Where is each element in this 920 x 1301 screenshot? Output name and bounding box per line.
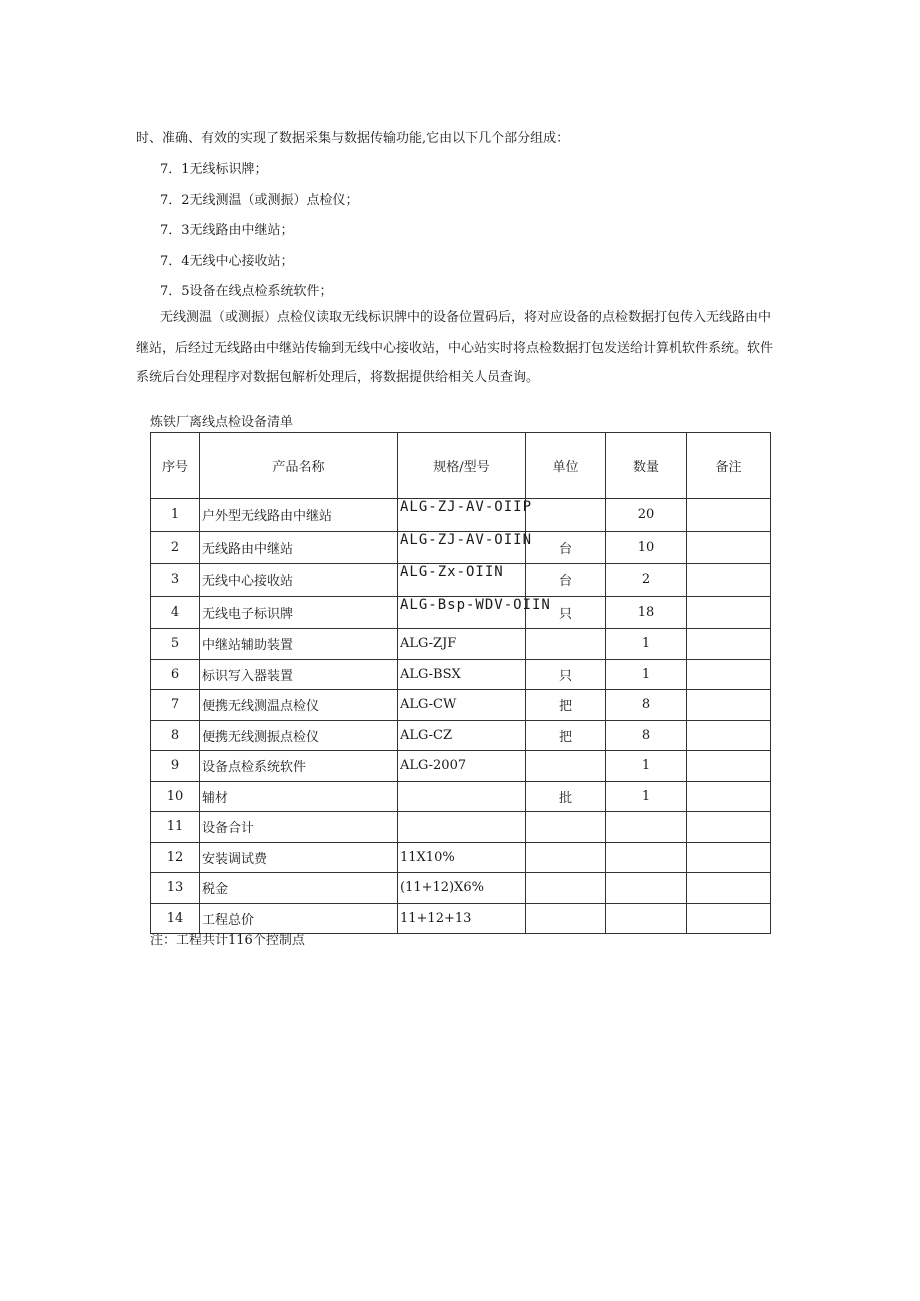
cell-spec: 11+12+13 xyxy=(398,903,526,934)
cell-no: 4 xyxy=(151,596,200,629)
cell-qty: 8 xyxy=(606,720,687,751)
cell-no: 10 xyxy=(151,781,200,812)
description-line: 系统后台处理程序对数据包解析处理后，将数据提供给相关人员查询。 xyxy=(136,370,540,385)
cell-qty: 1 xyxy=(606,629,687,660)
table-row xyxy=(151,812,771,843)
cell-unit xyxy=(526,499,606,532)
cell-unit: 只 xyxy=(526,659,606,690)
cell-note xyxy=(687,781,771,812)
cell-unit xyxy=(526,751,606,782)
cell-unit: 批 xyxy=(526,781,606,812)
cell-no: 11 xyxy=(151,812,200,843)
cell-qty: 18 xyxy=(606,596,687,629)
table-row xyxy=(151,720,771,751)
table-row xyxy=(151,596,771,629)
cell-note xyxy=(687,564,771,597)
cell-spec: ALG-Zx-OIIN xyxy=(398,564,526,597)
cell-name: 无线路由中继站 xyxy=(200,531,398,564)
cell-note xyxy=(687,499,771,532)
cell-name: 安装调试费 xyxy=(200,842,398,873)
table-row xyxy=(151,659,771,690)
header-unit: 单位 xyxy=(526,433,606,499)
cell-qty xyxy=(606,842,687,873)
table-row xyxy=(151,873,771,904)
table-row xyxy=(151,690,771,721)
list-item: 7．2无线测温（或测振）点检仪； xyxy=(160,193,359,208)
cell-name: 户外型无线路由中继站 xyxy=(200,499,398,532)
cell-name: 辅材 xyxy=(200,781,398,812)
table-row xyxy=(151,531,771,564)
cell-name: 标识写入器装置 xyxy=(200,659,398,690)
cell-name: 无线电子标识牌 xyxy=(200,596,398,629)
table-caption: 炼铁厂离线点检设备清单 xyxy=(150,415,294,430)
cell-qty xyxy=(606,812,687,843)
cell-name: 无线中心接收站 xyxy=(200,564,398,597)
cell-no: 5 xyxy=(151,629,200,660)
list-item: 7．3无线路由中继站； xyxy=(160,223,294,238)
list-item: 7．1无线标识牌； xyxy=(160,162,268,177)
header-note: 备注 xyxy=(687,433,771,499)
table-row xyxy=(151,842,771,873)
cell-spec: ALG-BSX xyxy=(398,659,526,690)
table-row xyxy=(151,751,771,782)
cell-unit: 台 xyxy=(526,564,606,597)
cell-no: 9 xyxy=(151,751,200,782)
intro-paragraph: 时、准确、有效的实现了数据采集与数据传输功能,它由以下几个部分组成： xyxy=(136,131,570,146)
cell-no: 1 xyxy=(151,499,200,532)
cell-spec: 11X10% xyxy=(398,842,526,873)
header-name: 产品名称 xyxy=(200,433,398,499)
cell-note xyxy=(687,531,771,564)
cell-note xyxy=(687,842,771,873)
cell-qty: 1 xyxy=(606,781,687,812)
cell-unit: 把 xyxy=(526,720,606,751)
cell-spec: ALG-ZJ-AV-OIIN xyxy=(398,531,526,564)
cell-name: 中继站辅助装置 xyxy=(200,629,398,660)
table-footnote: 注：工程共计116个控制点 xyxy=(150,933,305,948)
cell-no: 8 xyxy=(151,720,200,751)
cell-spec: ALG-2007 xyxy=(398,751,526,782)
cell-unit xyxy=(526,873,606,904)
cell-note xyxy=(687,720,771,751)
cell-unit xyxy=(526,903,606,934)
cell-spec xyxy=(398,781,526,812)
cell-qty xyxy=(606,903,687,934)
table-row xyxy=(151,629,771,660)
cell-qty: 1 xyxy=(606,659,687,690)
cell-note xyxy=(687,596,771,629)
cell-name: 设备合计 xyxy=(200,812,398,843)
header-spec: 规格/型号 xyxy=(398,433,526,499)
cell-note xyxy=(687,903,771,934)
cell-no: 6 xyxy=(151,659,200,690)
header-qty: 数量 xyxy=(606,433,687,499)
cell-unit: 只 xyxy=(526,596,606,629)
cell-note xyxy=(687,659,771,690)
header-no: 序号 xyxy=(151,433,200,499)
cell-name: 便携无线测温点检仪 xyxy=(200,690,398,721)
cell-no: 2 xyxy=(151,531,200,564)
table-header-row xyxy=(151,433,771,499)
cell-no: 13 xyxy=(151,873,200,904)
description-line: 无线测温（或测振）点检仪读取无线标识牌中的设备位置码后，将对应设备的点检数据打包传入无线路由中 xyxy=(160,310,772,325)
cell-note xyxy=(687,690,771,721)
list-item: 7．5设备在线点检系统软件； xyxy=(160,284,333,299)
cell-spec: ALG-ZJF xyxy=(398,629,526,660)
table-row xyxy=(151,564,771,597)
cell-name: 工程总价 xyxy=(200,903,398,934)
cell-qty xyxy=(606,873,687,904)
cell-spec: ALG-CW xyxy=(398,690,526,721)
description-line: 继站，后经过无线路由中继站传输到无线中心接收站，中心站实时将点检数据打包发送给计算机软件系统。软件 xyxy=(136,341,774,356)
cell-name: 税金 xyxy=(200,873,398,904)
cell-unit xyxy=(526,812,606,843)
cell-qty: 10 xyxy=(606,531,687,564)
cell-no: 3 xyxy=(151,564,200,597)
cell-spec: ALG-ZJ-AV-OIIP xyxy=(398,499,526,532)
cell-spec xyxy=(398,812,526,843)
cell-unit xyxy=(526,842,606,873)
cell-note xyxy=(687,873,771,904)
cell-unit: 把 xyxy=(526,690,606,721)
cell-note xyxy=(687,629,771,660)
cell-qty: 20 xyxy=(606,499,687,532)
cell-unit xyxy=(526,629,606,660)
cell-no: 14 xyxy=(151,903,200,934)
table-row xyxy=(151,903,771,934)
cell-no: 7 xyxy=(151,690,200,721)
cell-name: 设备点检系统软件 xyxy=(200,751,398,782)
cell-qty: 8 xyxy=(606,690,687,721)
cell-spec: ALG-Bsp-WDV-OIIN xyxy=(398,596,526,629)
table-row xyxy=(151,781,771,812)
cell-spec: (11+12)X6% xyxy=(398,873,526,904)
cell-no: 12 xyxy=(151,842,200,873)
cell-note xyxy=(687,751,771,782)
cell-unit: 台 xyxy=(526,531,606,564)
equipment-table xyxy=(150,432,771,934)
cell-note xyxy=(687,812,771,843)
table-row xyxy=(151,499,771,532)
cell-spec: ALG-CZ xyxy=(398,720,526,751)
list-item: 7．4无线中心接收站； xyxy=(160,254,294,269)
cell-qty: 2 xyxy=(606,564,687,597)
cell-name: 便携无线测振点检仪 xyxy=(200,720,398,751)
cell-qty: 1 xyxy=(606,751,687,782)
